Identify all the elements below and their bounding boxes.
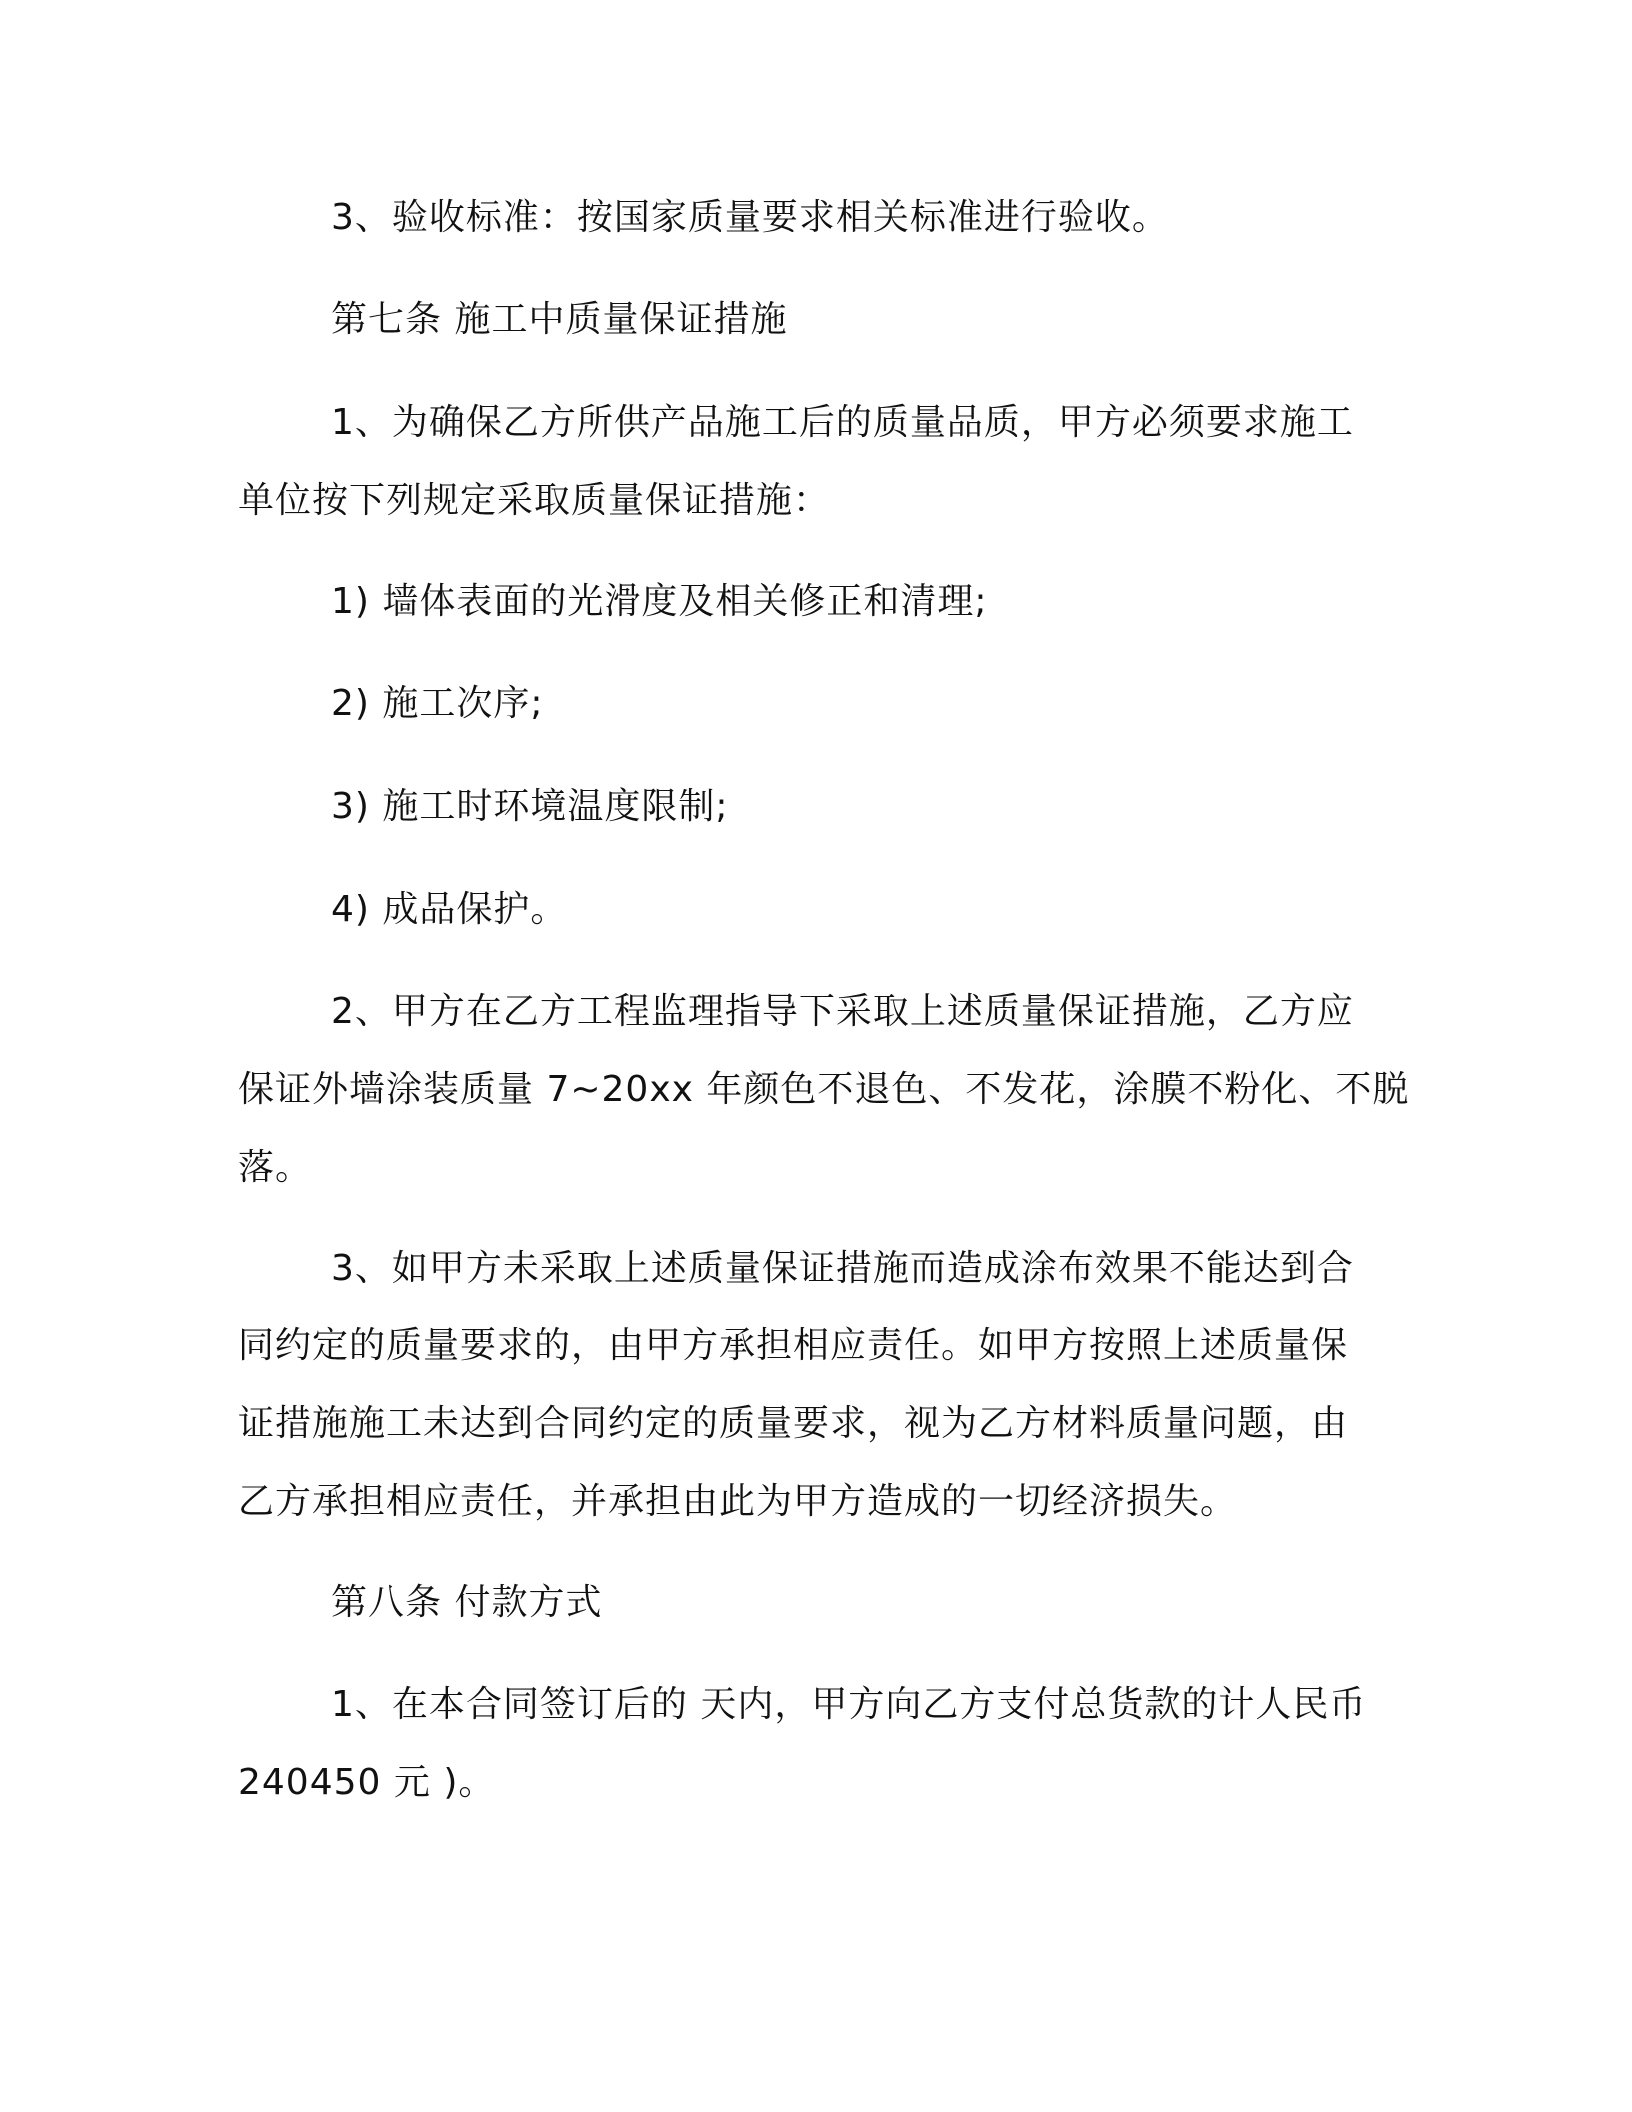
article-8-heading: 第八条 付款方式 <box>331 1582 603 1623</box>
measure-3: 3) 施工时环境温度限制; <box>331 786 729 827</box>
article-7-item-2-line-3: 落。 <box>238 1147 313 1188</box>
article-8-item-1-line-2: 240450 元 )。 <box>238 1762 496 1803</box>
article-7-item-2-line-2: 保证外墙涂装质量 7~20xx 年颜色不退色、不发花，涂膜不粉化、不脱 <box>238 1069 1410 1110</box>
measure-4: 4) 成品保护。 <box>331 889 568 930</box>
article-7-item-1-line-1: 1、为确保乙方所供产品施工后的质量品质，甲方必须要求施工 <box>331 402 1354 443</box>
article-7-heading: 第七条 施工中质量保证措施 <box>331 299 788 340</box>
clause-6-item-3: 3、验收标准：按国家质量要求相关标准进行验收。 <box>331 197 1169 238</box>
article-7-item-3-line-3: 证措施施工未达到合同约定的质量要求，视为乙方材料质量问题，由 <box>238 1403 1349 1444</box>
measure-2: 2) 施工次序; <box>331 683 544 724</box>
article-7-item-1-line-2: 单位按下列规定采取质量保证措施： <box>238 480 831 521</box>
article-7-item-3-line-4: 乙方承担相应责任，并承担由此为甲方造成的一切经济损失。 <box>238 1481 1238 1522</box>
measure-1: 1) 墙体表面的光滑度及相关修正和清理; <box>331 581 988 622</box>
article-7-item-3-line-2: 同约定的质量要求的，由甲方承担相应责任。如甲方按照上述质量保 <box>238 1325 1349 1366</box>
article-7-item-2-line-1: 2、甲方在乙方工程监理指导下采取上述质量保证措施，乙方应 <box>331 991 1354 1032</box>
article-8-item-1-line-1: 1、在本合同签订后的 天内，甲方向乙方支付总货款的计人民币 <box>331 1684 1367 1725</box>
article-7-item-3-line-1: 3、如甲方未采取上述质量保证措施而造成涂布效果不能达到合 <box>331 1248 1354 1289</box>
